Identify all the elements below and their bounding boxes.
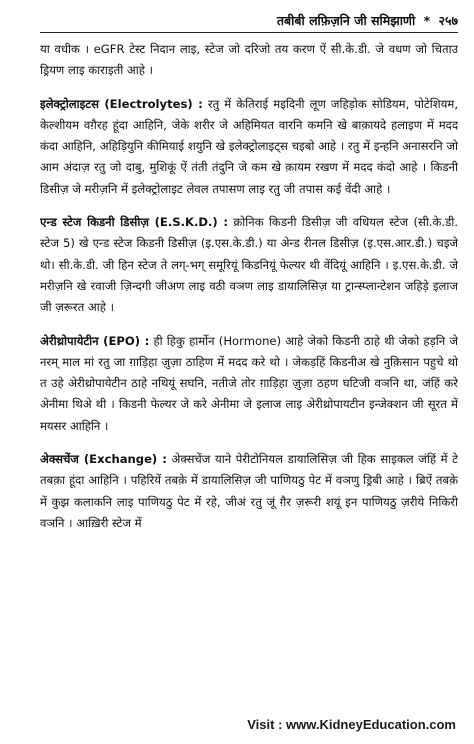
paragraph-text: क्रोनिक किडनी डिसीज़ जी वधियल स्टेज (सी.के.डी. स्टेज 5) खे एन्ड स्टेज किडनी डिसीज़ (इ.एस.के.डी.) या अेन्ड रीनल डिसीज़ (इ.एस.आर.डी.) चइजे थो। सी.के.डी. जी हिन स्टेज ते लग्-भग् समूरियूं किडनियूं फेल्यर थी वेंदियूं आहिनि । इ.एस.के.डी. जे मरीज़नि खे रवाजी ज़िन्दगी जीअण लाइ वठी वञण लाइ डायालिसिज़ या ट्रान्स्प्लान्टेशन जहिड़े इलाज जी ज़रूरत आहे । [40,215,458,315]
paragraph-epo [40,331,458,437]
footer-visit-link[interactable]: Visit : www.KidneyEducation.com [247,717,456,732]
paragraph-text: या वधीक । eGFR टेस्ट निदान लाइ, स्टेज जो दरिजो तय करण ऐं सी.के.डी. जे वधण जो चिताउ ड्रियण लाइ काराइती आहे । [40,42,458,78]
book-page [40,10,458,710]
paragraph-text: ही हिकु हार्मोन (Hormone) आहे जेको किडनी ठाहे थी जेको हड़नि जे नरम् माल मां रतु जा ग़ाड़िहा ज़ुज़ा ठाहिण में मदद करे थो । जेकड़हिं किडनीअ खे नुक़िसान पहुचे थो त उहे अेरीथ्रोपायेटीन ठाहे नथियूं सघनि, नतीजे तोर ग़ाड़िहा ज़ुज़ा ठहण घटिजी वञनि था, जंहिं करे अेनीमा थिअे थी । किडनी फेल्यर जे करे अेनीमा जे इलाज लाइ अेरीथ्रोपायटीन इन्जेक्शन जी सूरत में मयसर आहिनि । [40,333,458,433]
term-heading: अेक्सचेंज (Exchange) : [40,452,167,467]
header-title: तबीबी लफ़िज़नि जी समिझाणी [276,13,416,28]
page-number: २५७ [438,13,458,28]
term-heading: एन्ड स्टेज किडनी डिसीज़ (E.S.K.D.) : [40,215,229,230]
header-separator: * [423,13,431,28]
paragraph-text: अेक्सचेंज याने पेरीटोनियल डायालिसिज़ जी हिक साइकल जंहिं में टे तबक़ा हूंदा आहिनि । पहिरियें तबक़े में डायालिसिज़ जी पाणियठु पेट में वञणु ड्रिबी आहे । ब्रिऐं तबक़े में कुझ कलाकनि लाइ पाणियठु पेट में रहे, जीअं रतु जूं ग़ैर ज़रूरी शयूं इन पाणियठु ज़रीये निकिरी वञनि । आख़िरी स्टेज में [40,452,458,530]
running-header [40,10,458,33]
paragraph-eskd [40,212,458,318]
term-heading: अेरीथ्रोपायेटीन (EPO) : [40,333,150,348]
paragraph-exchange [40,449,458,534]
paragraph-egfr [40,39,458,82]
term-heading: इलेक्ट्रोलाइटस (Electrolytes) : [40,96,203,111]
paragraph-text: रतु में केतिराई मइदिनी लूण जहिड़ोक सोडियम, पोटेशियम, केल्शीयम वग़ैरह हूंदा आहिनि, जेके शरीर जे अहिमियत वारनि कमनि खे बाक़ायदे हलाइण में मदद कंदा आहिनि, अहिड़ियुनि कीमियाई शयुनि खे इलेक्ट्रोलाइट्स चइबो आहे । रतु में इन्हनि अनासरनि जो आम अंदाज़ रतु जो दाबु, मुशिकूं ऐं तंती तंदुनि जे कम खे क़ायम रखण में मदद कंदो आहे । किडनी डिसीज़ जे मरीज़नि में इलेक्ट्रोलाइट लेवल तपासण लाइ रतु जी तपास कई वेंदी आहे । [40,96,458,196]
paragraph-electrolytes [40,94,458,200]
